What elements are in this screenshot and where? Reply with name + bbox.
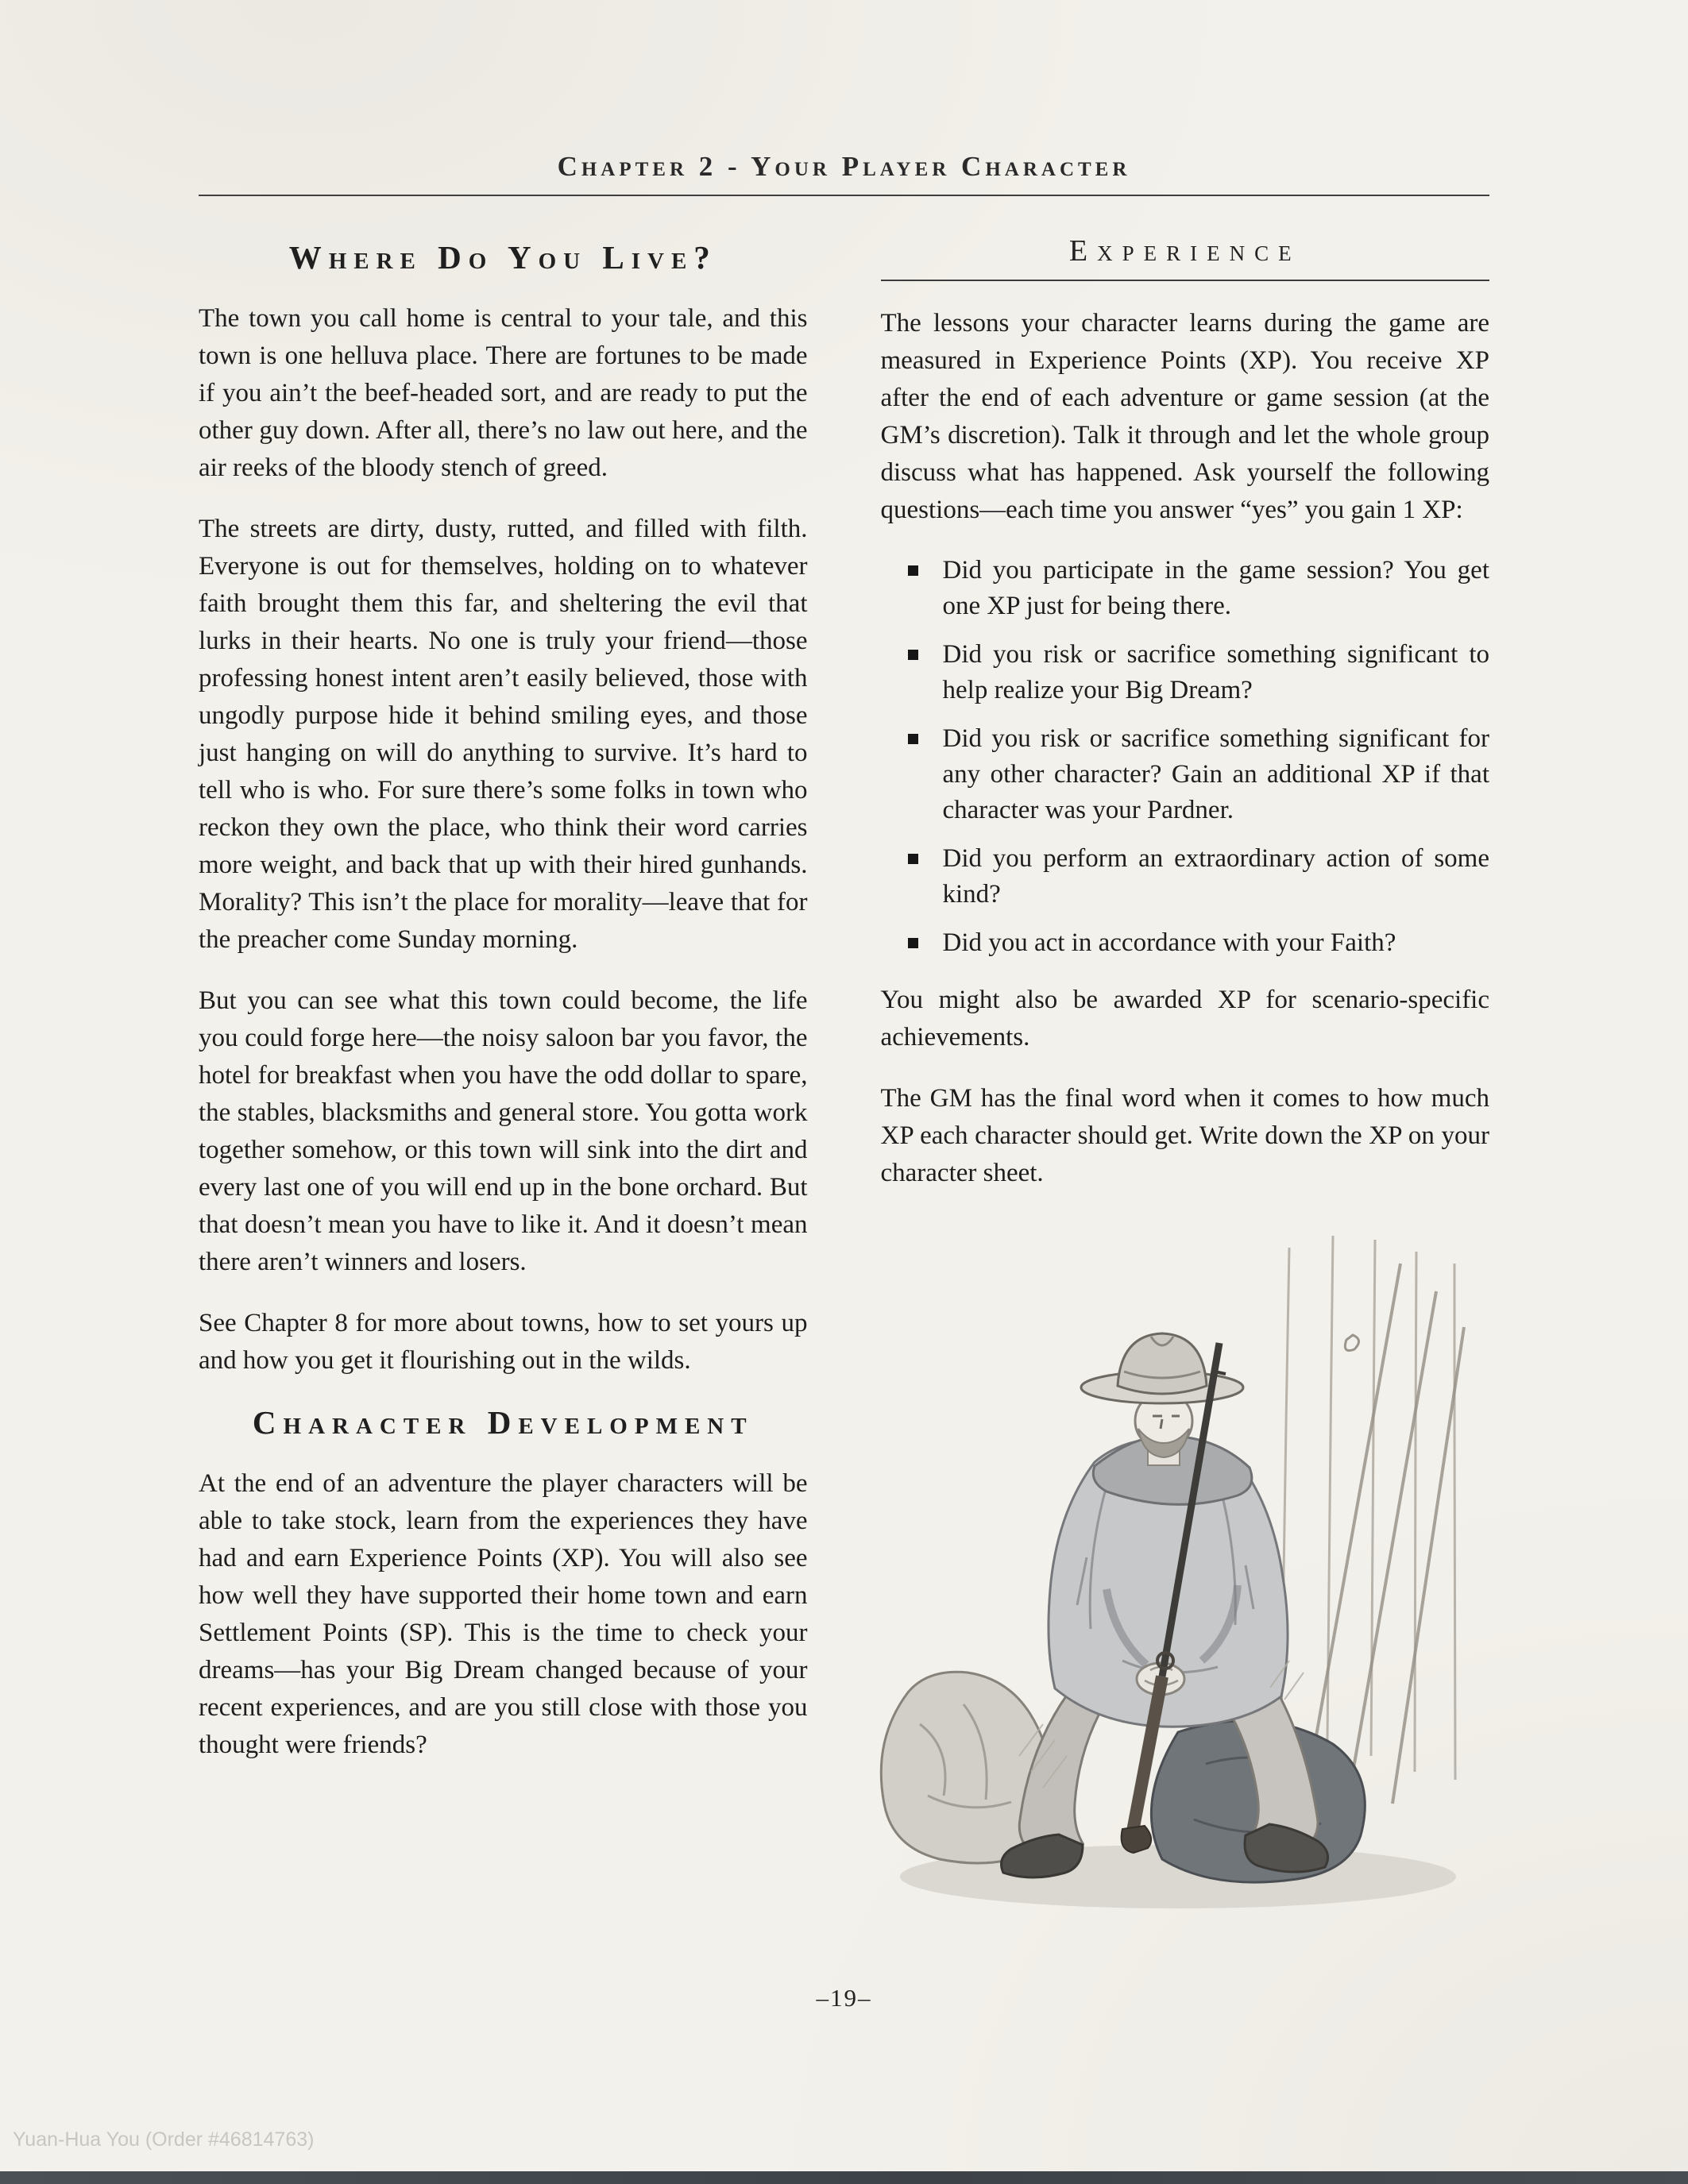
paragraph: The streets are dirty, dusty, rutted, and filled with filth. Everyone is out for themselves, holding on to whatever faith brought them this far, and sheltering the evil that lurks in their hearts. No one is truly your friend—those professing honest intent aren’t easily believed, those with ungodly purpose hide it behind smiling eyes, and those just hanging on will do anything to survive. It’s hard to tell who is who. For sure there’s some folks in town who reckon they own the place, who think their word carries more weight, and back that up with their hired gunhands. Morality? This isn’t the place for morality—leave that for the preacher come Sunday morning.	[199, 515, 808, 954]
list-item: Did you risk or sacrifice something significant for any other character? Gain an additional XP if that character was your Pardner.	[908, 721, 1490, 828]
page-number: –19–	[816, 1984, 872, 2012]
page-content	[199, 229, 1489, 1935]
list-item: Did you risk or sacrifice something significant to help realize your Big Dream?	[908, 637, 1490, 708]
experience-rule	[881, 280, 1490, 281]
paragraph: At the end of an adventure the player characters will be able to take stock, learn from the experiences they have had and earn Experience Points (XP). You will also see how well they have supported their home town and earn Settlement Points (SP). This is the time to check your dreams—has your Big Dream changed because of your recent experiences, and are you still close with those you thought were friends?	[199, 1469, 808, 1759]
cowboy-illustration	[844, 1216, 1496, 1935]
xp-question-list	[881, 553, 1490, 961]
header-rule	[199, 195, 1489, 196]
list-item: Did you perform an extraordinary action of some kind?	[908, 841, 1490, 913]
paragraph: The GM has the final word when it comes to how much XP each character should get. Write down the XP on your character sheet.	[880, 1084, 1489, 1187]
left-column	[199, 229, 808, 1935]
paragraph: The town you call home is central to your tale, and this town is one helluva place. There are fortunes to be made if you ain’t the beef-headed sort, and are ready to put the other guy down. After all, there’s no law out here, and the air reeks of the bloody stench of greed.	[199, 304, 808, 482]
section-heading-where-do-you-live: Where Do You Live?	[288, 239, 717, 276]
bottom-edge-bar	[0, 2171, 1688, 2184]
paragraph: The lessons your character learns during the game are measured in Experience Points (XP). You receive XP after the end of each adventure or game session (at the GM’s discretion). Talk it through and let the whole group discuss what has happened. Ask yourself the following questions—each time you answer “yes” you gain 1 XP:	[880, 309, 1489, 524]
watermark: Yuan-Hua You (Order #46814763)	[13, 2128, 315, 2151]
section-heading-experience: Experience	[1068, 234, 1301, 268]
chapter-title: Chapter 2 - Your Player Character	[557, 151, 1131, 182]
paragraph: You might also be awarded XP for scenario-specific achievements.	[880, 986, 1489, 1051]
section-heading-character-development: Character Development	[252, 1404, 754, 1441]
right-column	[881, 229, 1490, 1935]
chapter-header	[199, 151, 1489, 196]
paragraph: But you can see what this town could become, the life you could forge here—the noisy saloon bar you favor, the hotel for breakfast when you have the odd dollar to spare, the stables, blacksmiths and general store. You gotta work together somehow, or this town will sink into the dirt and every last one of you will end up in the bone orchard. But that doesn’t mean you have to like it. And it doesn’t mean there aren’t winners and losers.	[199, 986, 808, 1276]
cowboy-illustration-svg	[844, 1216, 1496, 1931]
list-item: Did you act in accordance with your Faith?	[908, 925, 1490, 961]
list-item: Did you participate in the game session? You get one XP just for being there.	[908, 553, 1490, 624]
paragraph: See Chapter 8 for more about towns, how to set yours up and how you get it flourishing out in the wilds.	[199, 1309, 808, 1375]
